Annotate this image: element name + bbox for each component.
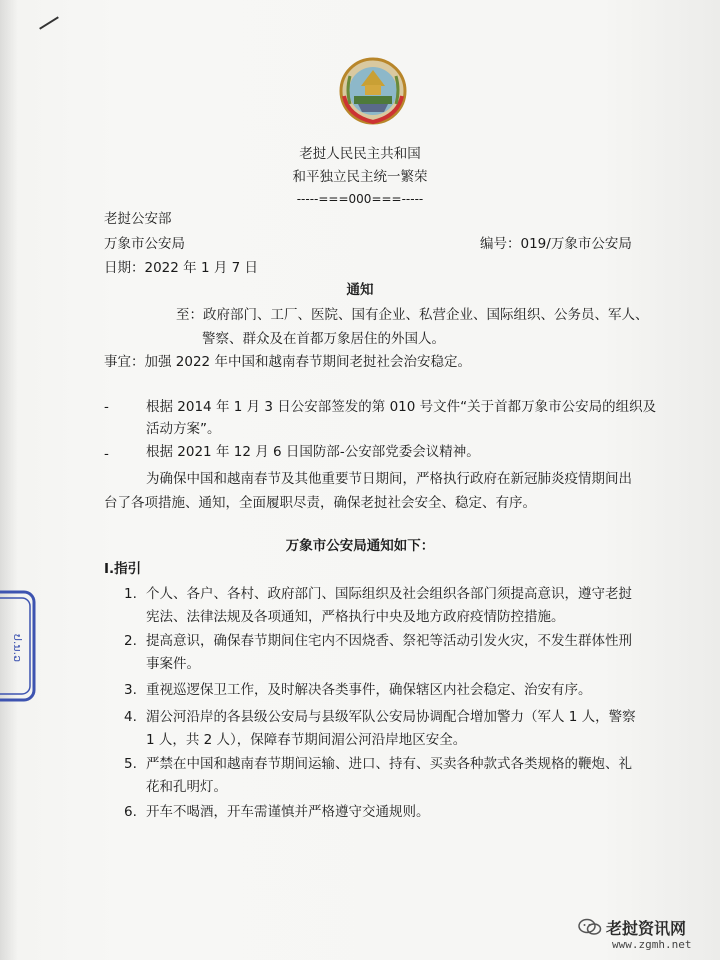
header-divider: -----===000===----- xyxy=(296,192,424,206)
item-3-line-1: 重视巡逻保卫工作，及时解决各类事件，确保辖区内社会稳定、治安有序。 xyxy=(146,682,592,698)
item-1-line-2: 宪法、法律法规及各项通知，严格执行中央及地方政府疫情防控措施。 xyxy=(146,609,565,625)
intro-line-2: 台了各项措施、通知，全面履职尽责，确保老挝社会安全、稳定、有序。 xyxy=(104,495,536,511)
wechat-icon xyxy=(578,918,602,936)
notice-title: 通知 xyxy=(346,282,374,298)
item-2-line-1: 提高意识，确保春节期间住宅内不因烧香、祭祀等活动引发火灾，不发生群体性刑 xyxy=(146,633,632,649)
item-number: 5. xyxy=(124,756,137,772)
reference-1-line-2: 活动方案”。 xyxy=(146,421,221,437)
item-4-line-2: 1 人，共 2 人），保障春节期间湄公河沿岸地区安全。 xyxy=(146,732,467,748)
watermark xyxy=(578,916,713,956)
section-title: 万象市公安局通知如下： xyxy=(285,538,435,554)
corner-pen-mark xyxy=(39,16,59,29)
item-6-line-1: 开车不喝酒，开车需谨慎并严格遵守交通规则。 xyxy=(146,804,430,820)
issuer-bureau: 万象市公安局 xyxy=(104,236,185,252)
issuer-ministry: 老挝公安部 xyxy=(104,211,172,227)
item-5-line-2: 花和孔明灯。 xyxy=(146,779,227,795)
item-number: 3. xyxy=(124,682,137,698)
national-emblem-icon xyxy=(338,56,408,126)
national-motto: 和平独立民主统一繁荣 xyxy=(292,169,428,185)
document-number: 编号：019/万象市公安局 xyxy=(480,236,632,252)
reference-dash: - xyxy=(104,446,109,462)
item-number: 2. xyxy=(124,633,137,649)
section-heading: I.指引 xyxy=(104,561,142,577)
item-1-line-1: 个人、各户、各村、政府部门、国际组织及社会组织各部门须提高意识，遵守老挝 xyxy=(146,586,632,602)
recipients-line-1: 至：政府部门、工厂、医院、国有企业、私营企业、国际组织、公务员、军人、 xyxy=(176,307,649,323)
item-2-line-2: 事案件。 xyxy=(146,656,200,672)
watermark-url: www.zgmh.net xyxy=(612,938,692,951)
stamp-text: ປ.ນ.ວ xyxy=(11,633,24,663)
recipients-line-2: 警察、群众及在首都万象居住的外国人。 xyxy=(202,331,445,347)
item-4-line-1: 湄公河沿岸的各县级公安局与县级军队公安局协调配合增加警力（军人 1 人，警察 xyxy=(146,709,636,725)
item-number: 4. xyxy=(124,709,137,725)
watermark-title: 老挝资讯网 xyxy=(606,919,687,938)
notice-subject: 事宜：加强 2022 年中国和越南春节期间老挝社会治安稳定。 xyxy=(104,354,471,370)
intro-line-1: 为确保中国和越南春节及其他重要节日期间，严格执行政府在新冠肺炎疫情期间出 xyxy=(146,471,632,487)
country-name: 老挝人民民主共和国 xyxy=(299,146,421,162)
item-number: 6. xyxy=(124,804,137,820)
item-number: 1. xyxy=(124,586,137,602)
reference-1-line-1: 根据 2014 年 1 月 3 日公安部签发的第 010 号文件“关于首都万象市公安局的组织及 xyxy=(146,399,657,415)
reference-dash: - xyxy=(104,399,109,415)
reference-2-line-1: 根据 2021 年 12 月 6 日国防部-公安部党委会议精神。 xyxy=(146,444,480,460)
item-5-line-1: 严禁在中国和越南春节期间运输、进口、持有、买卖各种款式各类规格的鞭炮、礼 xyxy=(146,756,632,772)
document-date: 日期：2022 年 1 月 7 日 xyxy=(104,260,258,276)
official-stamp-icon xyxy=(0,588,40,704)
